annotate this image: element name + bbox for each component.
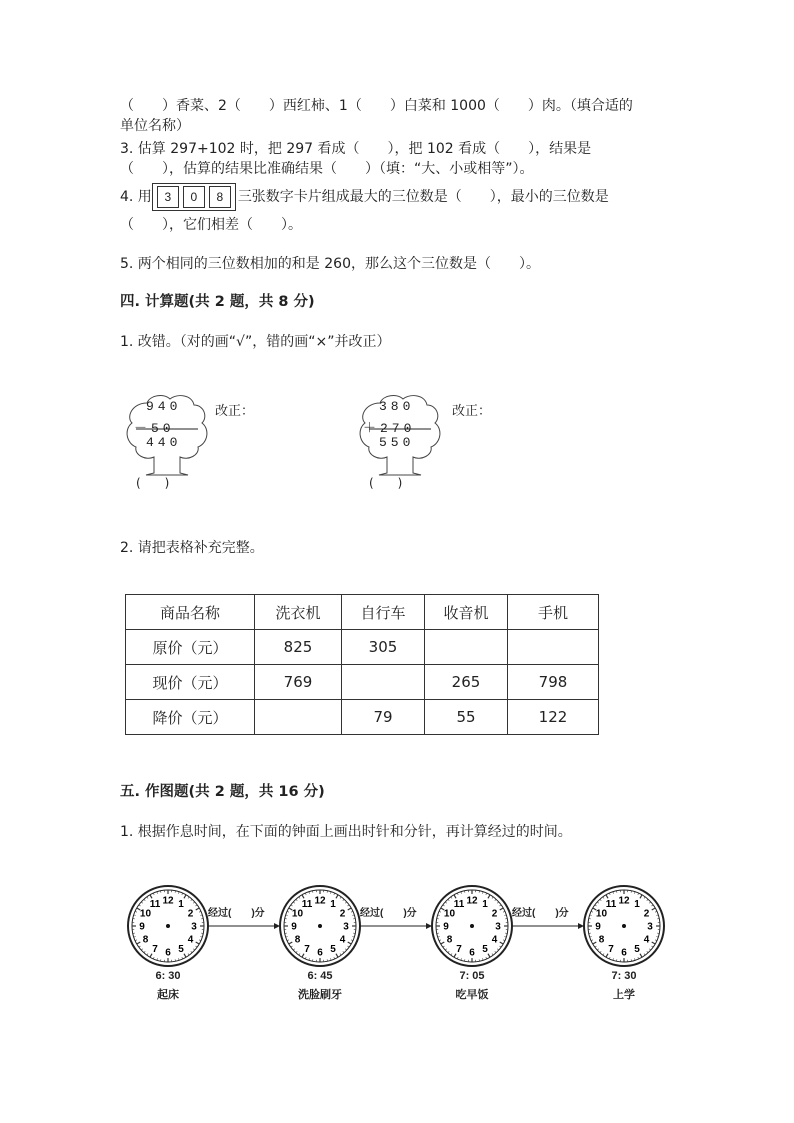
- clock-number: 2: [187, 908, 194, 920]
- table-header-cell: 洗衣机: [255, 595, 342, 630]
- section4-heading: 四. 计算题(共 2 题，共 8 分): [120, 294, 315, 310]
- number-card: 0: [183, 186, 205, 208]
- arrow-label: 经过( )分: [512, 908, 569, 919]
- table-cell: [255, 700, 342, 735]
- clock-number: 9: [595, 921, 601, 933]
- clock-activity: 吃早饭: [455, 989, 489, 1001]
- clock-number: 1: [482, 898, 488, 910]
- problem-op: ＋270: [363, 421, 416, 436]
- answer-paren: ( ): [369, 476, 403, 490]
- q4-prefix: 4. 用: [120, 189, 152, 205]
- table-cell: 825: [255, 630, 342, 665]
- clock-face: [280, 886, 360, 966]
- problem-result: 440: [146, 435, 182, 450]
- clock-number: 8: [446, 934, 453, 946]
- clock-number: 5: [482, 944, 488, 956]
- tree-problem-2: [355, 393, 445, 493]
- clock-number: 12: [314, 895, 326, 907]
- table-cell: 原价（元）: [126, 630, 255, 665]
- clock-center-dot: [470, 924, 474, 928]
- clock-time: 7: 05: [459, 970, 485, 982]
- clock-number: 1: [330, 898, 336, 910]
- clock-number: 9: [291, 921, 297, 933]
- clock-number: 2: [643, 908, 650, 920]
- table-cell: 798: [508, 665, 599, 700]
- section4-q2: 2. 请把表格补充完整。: [120, 540, 264, 556]
- clock-center-dot: [622, 924, 626, 928]
- problem-op: －50: [134, 421, 175, 436]
- clock-activity: 上学: [613, 989, 635, 1001]
- section5-q1: 1. 根据作息时间，在下面的钟面上画出时针和分针，再计算经过的时间。: [120, 824, 572, 840]
- table-cell: 122: [508, 700, 599, 735]
- number-card: 3: [157, 186, 179, 208]
- clock-svg: [120, 878, 680, 978]
- price-table: [125, 594, 599, 735]
- table-cell: 79: [342, 700, 425, 735]
- table-cell: 265: [425, 665, 508, 700]
- problem-top: 380: [379, 399, 415, 414]
- table-cell: 769: [255, 665, 342, 700]
- clock-activity: 起床: [157, 989, 179, 1001]
- table-cell: 55: [425, 700, 508, 735]
- clock-number: 9: [139, 921, 145, 933]
- clock-number: 11: [301, 898, 313, 910]
- clock-number: 11: [605, 898, 617, 910]
- clock-number: 6: [317, 947, 323, 959]
- clock-number: 10: [595, 908, 608, 920]
- clock-number: 4: [491, 934, 498, 946]
- clock-number: 7: [304, 944, 310, 956]
- clock-number: 6: [469, 947, 475, 959]
- correction-label: 改正：: [452, 404, 492, 419]
- clock-number: 2: [491, 908, 498, 920]
- table-row: [126, 665, 599, 700]
- table-cell: 305: [342, 630, 425, 665]
- clock-face: [128, 886, 208, 966]
- answer-paren: ( ): [136, 476, 170, 490]
- clock-face: [432, 886, 512, 966]
- clock-number: 5: [178, 944, 184, 956]
- clock-time: 6: 45: [307, 970, 333, 982]
- clock-timeline: [120, 878, 680, 1008]
- q2-line1: （ ）香菜、2（ ）西红柿、1（ ）白菜和 1000（ ）肉。（填合适的: [120, 98, 633, 114]
- table-cell: [342, 665, 425, 700]
- clock-number: 6: [165, 947, 171, 959]
- clock-center-dot: [166, 924, 170, 928]
- clock-number: 12: [466, 895, 478, 907]
- clock-number: 7: [456, 944, 462, 956]
- clock-number: 5: [330, 944, 336, 956]
- q2-line2: 单位名称）: [120, 118, 190, 134]
- clock-number: 3: [343, 921, 349, 933]
- clock-number: 10: [291, 908, 304, 920]
- clock-number: 3: [495, 921, 501, 933]
- clock-number: 4: [187, 934, 194, 946]
- clock-time: 7: 30: [611, 970, 637, 982]
- q4-line1: [120, 183, 609, 211]
- clock-number: 4: [643, 934, 650, 946]
- correction-label: 改正：: [215, 404, 255, 419]
- clock-face: [584, 886, 664, 966]
- q3-line2: （ ），估算的结果比准确结果（ ）（填：“大、小或相等”）。: [120, 161, 534, 177]
- clock-number: 8: [142, 934, 149, 946]
- table-cell: 现价（元）: [126, 665, 255, 700]
- clock-number: 2: [339, 908, 346, 920]
- clock-number: 4: [339, 934, 346, 946]
- table-header-cell: 收音机: [425, 595, 508, 630]
- clock-number: 5: [634, 944, 640, 956]
- clock-center-dot: [318, 924, 322, 928]
- table-cell: [425, 630, 508, 665]
- clock-number: 8: [294, 934, 301, 946]
- table-row: [126, 630, 599, 665]
- arrow-label: 经过( )分: [208, 908, 265, 919]
- clock-number: 3: [191, 921, 197, 933]
- tree-problem-1: [122, 393, 212, 493]
- clock-number: 10: [443, 908, 456, 920]
- number-card: 8: [209, 186, 231, 208]
- arrow-label: 经过( )分: [360, 908, 417, 919]
- clock-number: 11: [453, 898, 465, 910]
- section5-heading: 五. 作图题(共 2 题，共 16 分): [120, 784, 325, 800]
- clock-number: 1: [634, 898, 640, 910]
- q4-line2: （ ），它们相差（ ）。: [120, 217, 302, 233]
- clock-number: 3: [647, 921, 653, 933]
- clock-number: 6: [621, 947, 627, 959]
- table-cell: 降价（元）: [126, 700, 255, 735]
- clock-number: 7: [608, 944, 614, 956]
- clock-number: 7: [152, 944, 158, 956]
- q5: 5. 两个相同的三位数相加的和是 260，那么这个三位数是（ ）。: [120, 256, 540, 272]
- clock-number: 11: [149, 898, 161, 910]
- clock-number: 9: [443, 921, 449, 933]
- section4-q1: 1. 改错。（对的画“√”，错的画“×”并改正）: [120, 334, 391, 350]
- clock-number: 1: [178, 898, 184, 910]
- table-header-cell: 手机: [508, 595, 599, 630]
- clock-number: 10: [139, 908, 152, 920]
- clock-activity: 洗脸刷牙: [298, 989, 342, 1001]
- clock-number: 12: [618, 895, 630, 907]
- clock-time: 6: 30: [155, 970, 181, 982]
- problem-top: 940: [146, 399, 182, 414]
- q3-line1: 3. 估算 297+102 时，把 297 看成（ ），把 102 看成（ ），结果是: [120, 141, 592, 157]
- problem-result: 550: [379, 435, 415, 450]
- clock-number: 8: [598, 934, 605, 946]
- clock-number: 12: [162, 895, 174, 907]
- number-cards: [152, 183, 236, 211]
- table-header-row: [126, 595, 599, 630]
- table-cell: [508, 630, 599, 665]
- table-header-cell: 商品名称: [126, 595, 255, 630]
- table-header-cell: 自行车: [342, 595, 425, 630]
- table-row: [126, 700, 599, 735]
- q4-suffix: 三张数字卡片组成最大的三位数是（ ），最小的三位数是: [237, 189, 609, 205]
